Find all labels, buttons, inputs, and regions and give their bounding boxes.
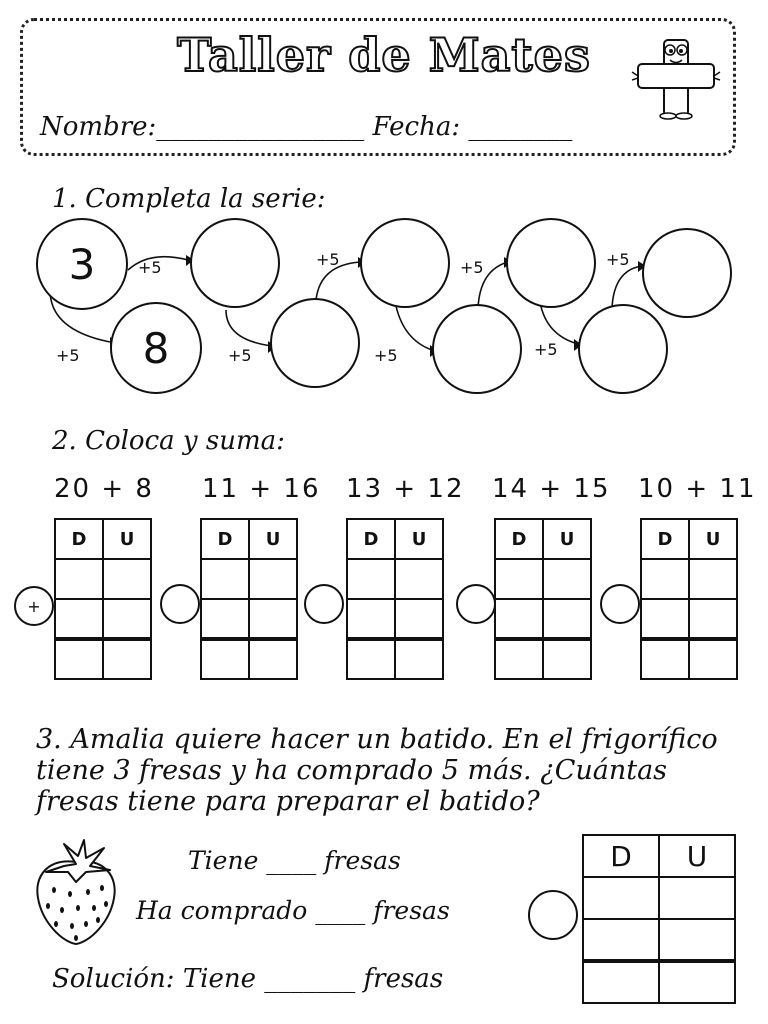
col-u: U — [689, 519, 737, 559]
section2-title: 2. Coloca y suma: — [52, 426, 285, 456]
col-u: U — [395, 519, 443, 559]
name-blank[interactable]: ________________ — [156, 112, 365, 142]
name-label: Nombre: — [40, 112, 157, 142]
step-label: +5 — [534, 340, 558, 359]
result-cell[interactable] — [543, 639, 591, 679]
operation-2: 11 + 16 — [202, 474, 321, 504]
du-table-1 — [54, 518, 152, 680]
plus-mascot-icon — [628, 36, 724, 120]
cell[interactable] — [689, 599, 737, 639]
col-u: U — [249, 519, 297, 559]
cell[interactable] — [689, 559, 737, 599]
operation-1: 20 + 8 — [54, 474, 154, 504]
col-d: D — [201, 519, 249, 559]
date-blank[interactable]: ________ — [468, 112, 573, 142]
operation-sign-circle[interactable] — [160, 584, 200, 624]
result-cell[interactable] — [495, 639, 543, 679]
operation-4: 14 + 15 — [492, 474, 611, 504]
series-circle-9[interactable] — [642, 228, 732, 318]
cell[interactable] — [249, 599, 297, 639]
result-cell[interactable] — [659, 961, 735, 1003]
series-circle-7[interactable] — [506, 218, 596, 308]
series-circle-5[interactable] — [360, 218, 450, 308]
operation-sign-circle[interactable] — [600, 584, 640, 624]
word-problem: 3. Amalia quiere hacer un batido. En el frigorífico tiene 3 fresas y ha comprado 5 más. ¿Cuántas fresas tiene para preparar el batido? — [36, 724, 718, 817]
series-circle-6[interactable] — [432, 304, 522, 394]
col-d: D — [495, 519, 543, 559]
cell[interactable] — [641, 599, 689, 639]
cell[interactable] — [395, 599, 443, 639]
result-cell[interactable] — [249, 639, 297, 679]
operation-sign-circle[interactable] — [528, 890, 578, 940]
cell[interactable] — [583, 919, 659, 961]
cell[interactable] — [583, 877, 659, 919]
cell[interactable] — [495, 559, 543, 599]
col-u: U — [103, 519, 151, 559]
step-label: +5 — [374, 346, 398, 365]
cell[interactable] — [659, 877, 735, 919]
col-d: D — [641, 519, 689, 559]
solution-line: Solución: Tiene _______ fresas — [52, 964, 444, 994]
col-d: D — [55, 519, 103, 559]
du-table-2 — [200, 518, 298, 680]
du-table-3 — [346, 518, 444, 680]
given-line-1: Tiene ____ fresas — [188, 846, 401, 875]
series-value-1: 3 — [68, 239, 96, 289]
result-cell[interactable] — [689, 639, 737, 679]
series-circle-8[interactable] — [578, 304, 668, 394]
du-table-4 — [494, 518, 592, 680]
step-label: +5 — [460, 258, 484, 277]
date-label: Fecha: — [372, 112, 461, 142]
cell[interactable] — [55, 559, 103, 599]
series-circle-4[interactable] — [270, 298, 360, 388]
operation-5: 10 + 11 — [638, 474, 757, 504]
cell[interactable] — [395, 559, 443, 599]
result-cell[interactable] — [641, 639, 689, 679]
cell[interactable] — [543, 559, 591, 599]
result-cell[interactable] — [395, 639, 443, 679]
cell[interactable] — [641, 559, 689, 599]
step-label: +5 — [316, 250, 340, 269]
col-d: D — [347, 519, 395, 559]
operation-sign-circle[interactable] — [456, 584, 496, 624]
operation-sign-circle[interactable] — [304, 584, 344, 624]
section1-title: 1. Completa la serie: — [52, 184, 326, 214]
cell[interactable] — [103, 559, 151, 599]
result-cell[interactable] — [201, 639, 249, 679]
col-d: D — [583, 835, 659, 877]
series-circle-3[interactable] — [190, 218, 280, 308]
result-cell[interactable] — [583, 961, 659, 1003]
operation-sign-circle — [14, 586, 54, 626]
cell[interactable] — [495, 599, 543, 639]
cell[interactable] — [201, 599, 249, 639]
cell[interactable] — [103, 599, 151, 639]
cell[interactable] — [249, 559, 297, 599]
step-label: +5 — [606, 250, 630, 269]
series-circle-1 — [36, 218, 128, 310]
series-value-2: 8 — [142, 323, 170, 373]
operation-3: 13 + 12 — [346, 474, 465, 504]
step-label: +5 — [228, 346, 252, 365]
step-label: +5 — [56, 346, 80, 365]
du-table-5 — [640, 518, 738, 680]
result-cell[interactable] — [103, 639, 151, 679]
col-u: U — [543, 519, 591, 559]
result-cell[interactable] — [55, 639, 103, 679]
series-circle-2 — [110, 302, 202, 394]
cell[interactable] — [201, 559, 249, 599]
name-date-line — [40, 112, 572, 142]
result-cell[interactable] — [347, 639, 395, 679]
cell[interactable] — [55, 599, 103, 639]
du-table-answer — [582, 834, 736, 1004]
col-u: U — [659, 835, 735, 877]
plus-sign: + — [27, 596, 41, 616]
given-line-2: Ha comprado ____ fresas — [136, 896, 450, 925]
cell[interactable] — [347, 599, 395, 639]
strawberry-icon — [28, 836, 124, 948]
cell[interactable] — [347, 559, 395, 599]
cell[interactable] — [659, 919, 735, 961]
cell[interactable] — [543, 599, 591, 639]
page-title: Taller de Mates — [177, 28, 591, 82]
step-label: +5 — [138, 258, 162, 277]
